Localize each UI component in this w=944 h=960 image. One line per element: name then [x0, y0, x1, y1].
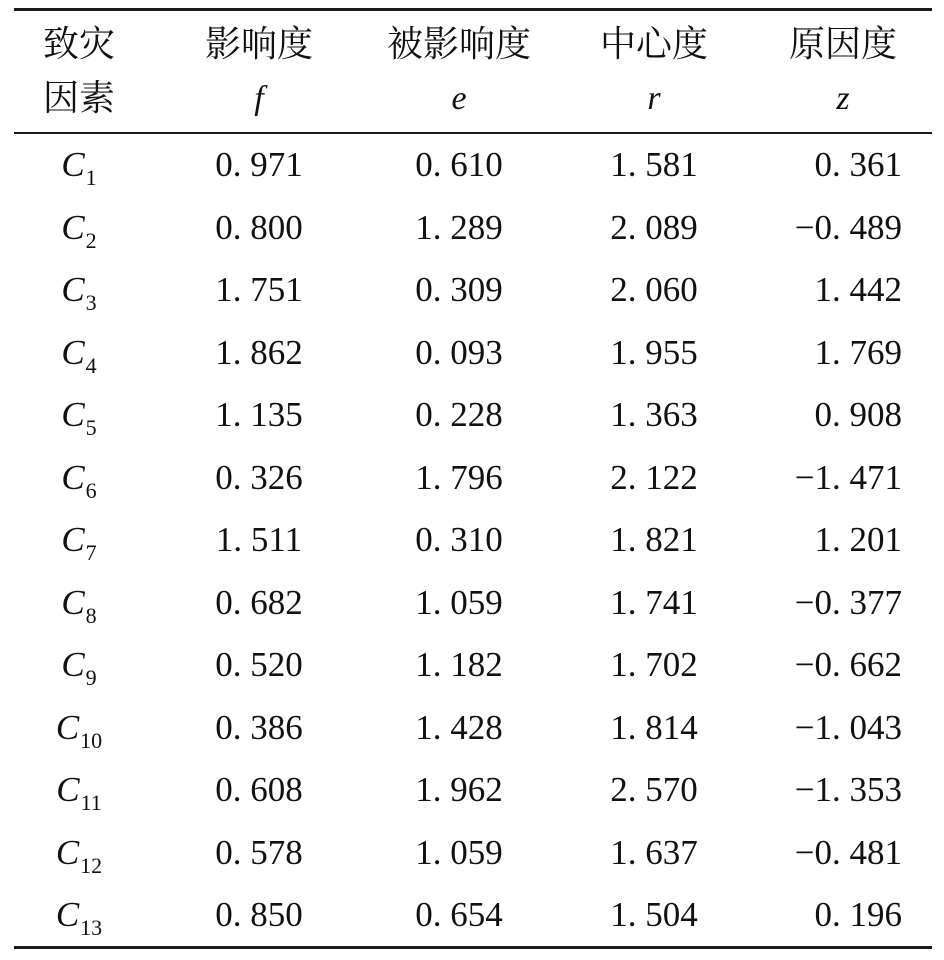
header-centrality-label: 中心度	[599, 24, 708, 65]
factor-subscript: 4	[85, 352, 97, 378]
factor-letter: C	[61, 645, 85, 684]
cause-value: −1. 353	[794, 770, 902, 809]
factor-letter: C	[61, 207, 85, 247]
cause-value: −0. 662	[794, 645, 902, 684]
centrality-value: 2. 060	[610, 270, 698, 309]
header-cause	[754, 14, 932, 130]
centrality-value: 1. 955	[610, 332, 698, 372]
table-row	[14, 197, 932, 260]
influence-value: 0. 386	[215, 707, 303, 747]
header-influence-label: 影响度	[204, 24, 313, 65]
centrality-value: 2. 122	[610, 457, 698, 497]
table-top-rule	[14, 8, 932, 11]
factor-subscript: 11	[80, 790, 102, 815]
centrality-value: 1. 741	[610, 582, 698, 622]
factor-subscript: 3	[85, 290, 97, 315]
influenced-value: 1. 059	[415, 832, 503, 872]
cause-value: 1. 442	[814, 270, 902, 309]
influenced-value: 1. 059	[415, 582, 503, 622]
table-row	[14, 634, 932, 697]
table-row	[14, 572, 932, 635]
factor-letter: C	[55, 707, 80, 747]
influence-value: 0. 578	[215, 832, 303, 872]
factor-subscript: 5	[85, 415, 97, 440]
centrality-value: 1. 814	[610, 707, 698, 747]
table-row	[14, 447, 932, 510]
table-row	[14, 822, 932, 885]
cause-value: −0. 377	[794, 582, 902, 622]
table-row	[14, 697, 932, 760]
table-row	[14, 322, 932, 385]
header-influence	[174, 14, 344, 130]
influence-value: 0. 520	[215, 645, 303, 684]
cause-value: 0. 908	[814, 395, 902, 434]
table-row	[14, 884, 932, 947]
header-influence-symbol: f	[254, 80, 264, 117]
factor-subscript: 6	[85, 477, 97, 503]
factor-subscript: 12	[80, 852, 103, 878]
table-row	[14, 759, 932, 822]
influenced-value: 1. 962	[415, 770, 503, 809]
table-body	[14, 134, 932, 947]
centrality-value: 1. 504	[610, 895, 698, 934]
influenced-value: 1. 182	[415, 645, 503, 684]
factor-subscript: 13	[80, 915, 103, 940]
factor-letter: C	[61, 270, 85, 309]
influence-value: 1. 751	[215, 270, 303, 309]
factor-letter: C	[61, 582, 85, 622]
centrality-value: 1. 821	[610, 520, 698, 559]
influenced-value: 0. 309	[415, 270, 503, 309]
cause-value: 0. 361	[814, 145, 902, 184]
cause-value: −1. 043	[794, 707, 902, 747]
factor-letter: C	[61, 145, 85, 184]
factor-letter: C	[61, 520, 85, 559]
influenced-value: 0. 093	[415, 332, 503, 372]
factor-subscript: 9	[85, 665, 97, 690]
header-influenced-symbol: e	[451, 80, 467, 117]
centrality-value: 2. 570	[610, 770, 698, 809]
cause-value: −1. 471	[794, 457, 902, 497]
influenced-value: 0. 228	[415, 395, 503, 434]
table-header	[14, 14, 932, 130]
influence-value: 0. 608	[215, 770, 303, 809]
influenced-value: 0. 654	[415, 895, 503, 934]
centrality-value: 1. 702	[610, 645, 698, 684]
cause-value: 0. 196	[814, 895, 902, 934]
influence-value: 0. 850	[215, 895, 303, 934]
centrality-value: 2. 089	[610, 207, 698, 247]
header-influenced-label: 被影响度	[386, 24, 531, 65]
header-cause-symbol: z	[836, 80, 850, 117]
cause-value: 1. 769	[814, 332, 902, 372]
factor-subscript: 10	[80, 727, 103, 753]
influence-value: 1. 511	[215, 520, 303, 559]
influence-value: 1. 135	[215, 395, 303, 434]
centrality-value: 1. 581	[610, 145, 698, 184]
cause-value: 1. 201	[814, 520, 902, 559]
factor-letter: C	[61, 332, 85, 372]
centrality-value: 1. 637	[610, 832, 698, 872]
influence-value: 0. 971	[215, 145, 303, 184]
influenced-value: 1. 796	[415, 457, 503, 497]
header-cause-label: 原因度	[788, 24, 897, 65]
table-row	[14, 509, 932, 572]
factor-subscript: 8	[85, 602, 97, 628]
influence-value: 0. 682	[215, 582, 303, 622]
factor-subscript: 7	[85, 540, 97, 565]
centrality-value: 1. 363	[610, 395, 698, 434]
factor-letter: C	[55, 895, 80, 934]
table-row	[14, 134, 932, 197]
influenced-value: 1. 289	[415, 207, 503, 247]
header-influenced	[374, 14, 544, 130]
factor-letter: C	[56, 770, 80, 809]
header-factor-line1: 致灾	[42, 24, 115, 65]
factor-subscript: 2	[85, 227, 97, 253]
header-centrality	[574, 14, 734, 130]
cause-value: −0. 481	[794, 832, 902, 872]
table-row	[14, 259, 932, 322]
influenced-value: 0. 610	[415, 145, 503, 184]
influence-value: 0. 800	[215, 207, 303, 247]
header-centrality-symbol: r	[647, 80, 661, 117]
influence-value: 1. 862	[215, 332, 303, 372]
factor-letter: C	[61, 457, 85, 497]
table-row	[14, 384, 932, 447]
header-factor-line2: 因素	[42, 78, 115, 119]
factor-letter: C	[61, 395, 85, 434]
table-bottom-rule	[14, 946, 932, 949]
influence-value: 0. 326	[215, 457, 303, 497]
factor-letter: C	[55, 832, 80, 872]
influenced-value: 0. 310	[415, 520, 503, 559]
cause-value: −0. 489	[794, 207, 902, 247]
factor-subscript: 1	[85, 165, 97, 190]
influenced-value: 1. 428	[415, 707, 503, 747]
header-factor	[14, 14, 144, 130]
